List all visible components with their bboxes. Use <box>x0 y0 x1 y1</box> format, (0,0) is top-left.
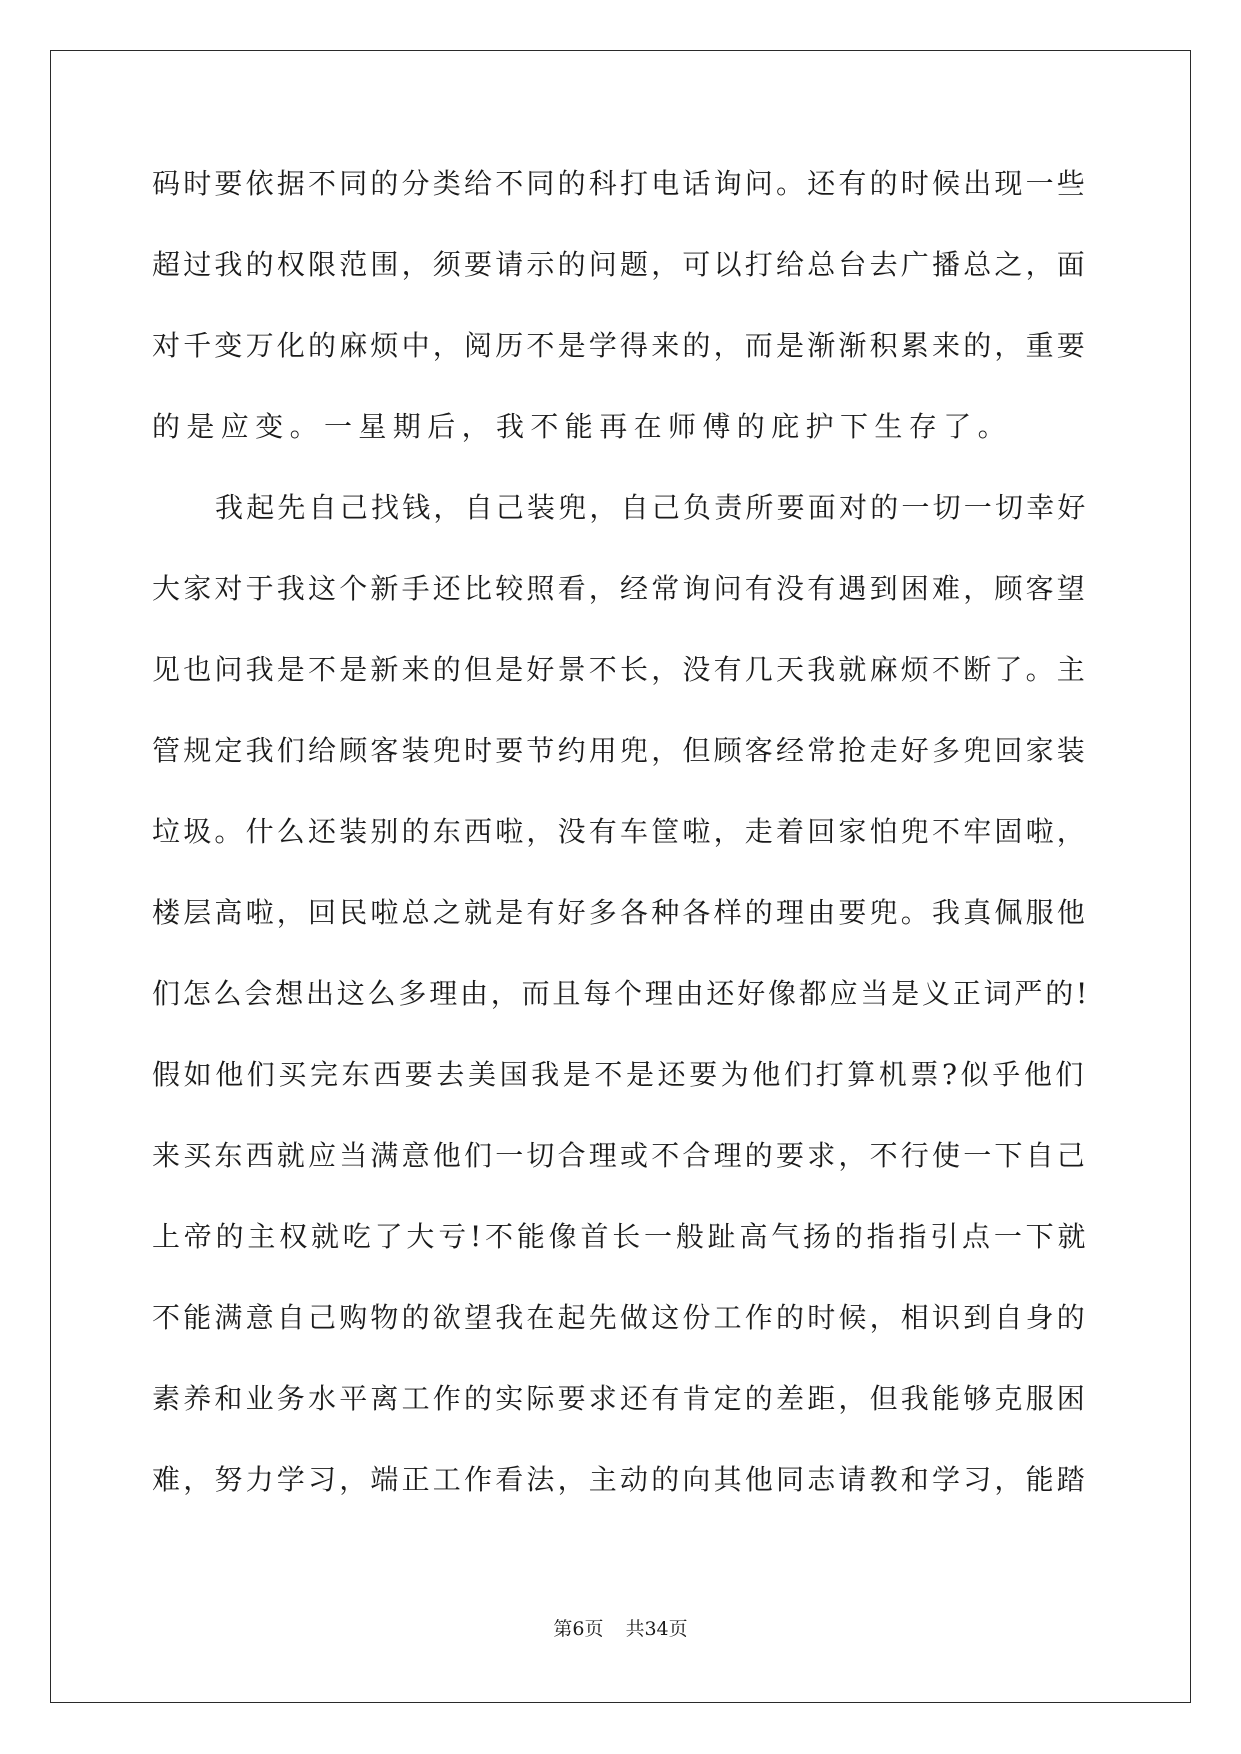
text-line: 垃圾。什么还装别的东西啦，没有车筐啦，走着回家怕兜不牢固啦， <box>152 815 1089 848</box>
text-line: 大家对于我这个新手还比较照看，经常询问有没有遇到困难，顾客望 <box>152 572 1089 605</box>
page-number: 第6页 <box>553 1618 604 1640</box>
text-line: 超过我的权限范围，须要请示的问题，可以打给总台去广播总之，面 <box>152 248 1089 281</box>
text-line: 见也问我是不是新来的但是好景不长，没有几天我就麻烦不断了。主 <box>152 653 1089 686</box>
text-line: 难，努力学习，端正工作看法，主动的向其他同志请教和学习，能踏 <box>152 1463 1089 1496</box>
page-footer <box>0 1617 1241 1641</box>
document-body <box>152 164 1092 1541</box>
text-line: 管规定我们给顾客装兜时要节约用兜，但顾客经常抢走好多兜回家装 <box>152 734 1089 767</box>
text-line: 来买东西就应当满意他们一切合理或不合理的要求，不行使一下自己 <box>152 1139 1089 1172</box>
text-line: 们怎么会想出这么多理由，而且每个理由还好像都应当是义正词严的! <box>152 977 1091 1010</box>
text-line: 楼层高啦，回民啦总之就是有好多各种各样的理由要兜。我真佩服他 <box>152 896 1089 929</box>
text-line: 素养和业务水平离工作的实际要求还有肯定的差距，但我能够克服困 <box>152 1382 1089 1415</box>
text-line: 不能满意自己购物的欲望我在起先做这份工作的时候，相识到自身的 <box>152 1301 1089 1334</box>
paragraph-first-line: 我起先自己找钱，自己装兜，自己负责所要面对的一切一切幸好 <box>215 491 1089 524</box>
text-line: 上帝的主权就吃了大亏!不能像首长一般趾高气扬的指指引点一下就 <box>152 1220 1090 1253</box>
text-line: 的是应变。一星期后，我不能再在师傅的庇护下生存了。 <box>152 410 1013 443</box>
text-line: 假如他们买完东西要去美国我是不是还要为他们打算机票?似乎他们 <box>152 1058 1088 1091</box>
text-line: 对千变万化的麻烦中，阅历不是学得来的，而是渐渐积累来的，重要 <box>152 329 1089 362</box>
text-line: 码时要依据不同的分类给不同的科打电话询问。还有的时候出现一些 <box>152 167 1089 200</box>
page-total: 共34页 <box>625 1618 688 1640</box>
